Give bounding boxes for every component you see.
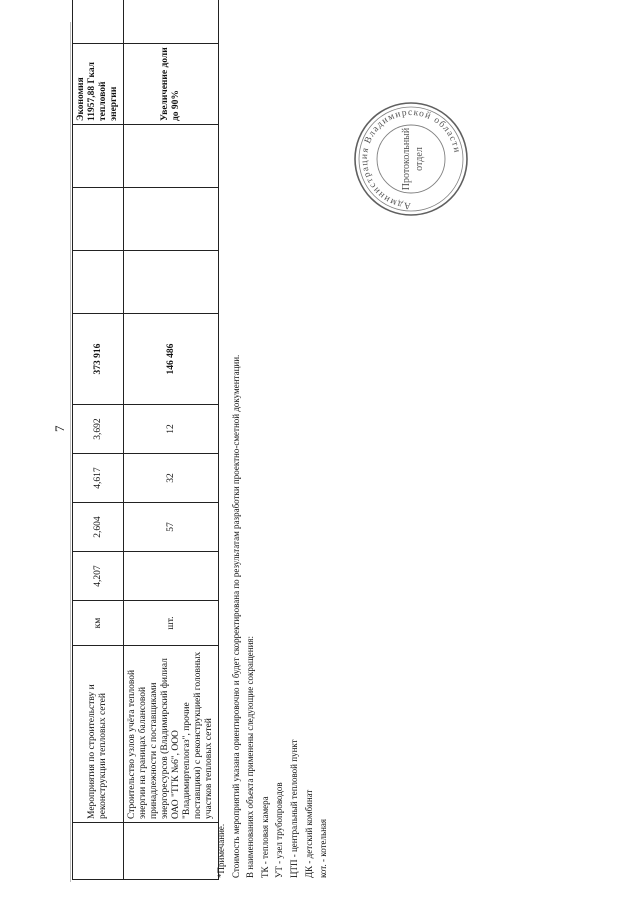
page-number: 7 — [52, 425, 67, 432]
stamp-ring-text: Администрация Владимирской области — [359, 107, 462, 211]
value-cell: 4,617 — [73, 454, 124, 503]
value-cell: 3,692 — [73, 405, 124, 454]
table-cell-empty — [124, 188, 219, 251]
footnote-line: ДК - детский комбинат — [303, 789, 314, 878]
table-cell-empty — [124, 125, 219, 188]
measure-unit: шт. — [124, 601, 219, 646]
result-note: Увеличение доли до 90% — [124, 44, 219, 125]
table-cell-empty — [124, 823, 219, 880]
footnotes — [214, 178, 331, 878]
measures-table — [72, 0, 219, 880]
value-cell: 12 — [124, 405, 219, 454]
cost-cell: 146 486 — [124, 314, 219, 405]
value-cell: 57 — [124, 503, 219, 552]
measure-unit: км — [73, 601, 124, 646]
measure-name: Мероприятия по строительству и реконструкции тепловых сетей — [73, 646, 124, 823]
footnote-line: ТК - тепловая камера — [259, 796, 270, 878]
table-cell-empty — [73, 823, 124, 880]
footnote-line: УТ - узел трубопроводов — [274, 782, 285, 878]
value-cell: 2,604 — [73, 503, 124, 552]
footnote-title: *Примечание. — [216, 823, 226, 878]
footnote-line: ЦТП - центральный тепловой пункт — [288, 739, 299, 878]
stamp-center-line2: отдел — [414, 147, 425, 171]
table-cell-empty — [124, 251, 219, 314]
value-cell — [124, 552, 219, 601]
table-row — [124, 0, 219, 880]
page-margin-line — [70, 22, 71, 882]
cost-cell: 373 916 — [73, 314, 124, 405]
stamp-center-line1: Протокольный — [401, 127, 412, 191]
value-cell: 4,207 — [73, 552, 124, 601]
table-cell-empty — [73, 125, 124, 188]
table-cell-empty — [73, 188, 124, 251]
economy-note: Экономия 11957,88 Гкал тепловой энергии — [73, 44, 124, 125]
footnote-line: В наименованиях объекта применены следующие сокращения: — [245, 635, 256, 878]
value-cell: 32 — [124, 454, 219, 503]
footnote-line: кот. - котельная — [318, 818, 329, 878]
table-cell-empty — [73, 251, 124, 314]
footnote-line: Стоимость мероприятий указана ориентировочно и будет скорректирована по результатам разработки проектно-сметной документации. — [230, 354, 241, 878]
table-cell-empty — [124, 0, 219, 44]
table-cell-empty — [73, 0, 124, 44]
official-stamp — [352, 100, 470, 218]
table-row — [73, 0, 124, 880]
measure-name: Строительство узлов учёта тепловой энергии на границах балансовой принадлежности с поставщиками энергоресурсов (Владимирский филиал ОАО "ТГК №6", ООО "Владимиртеплогаз", прочие поставщики) с реконструкцией головных участков тепловых сетей — [124, 646, 219, 823]
